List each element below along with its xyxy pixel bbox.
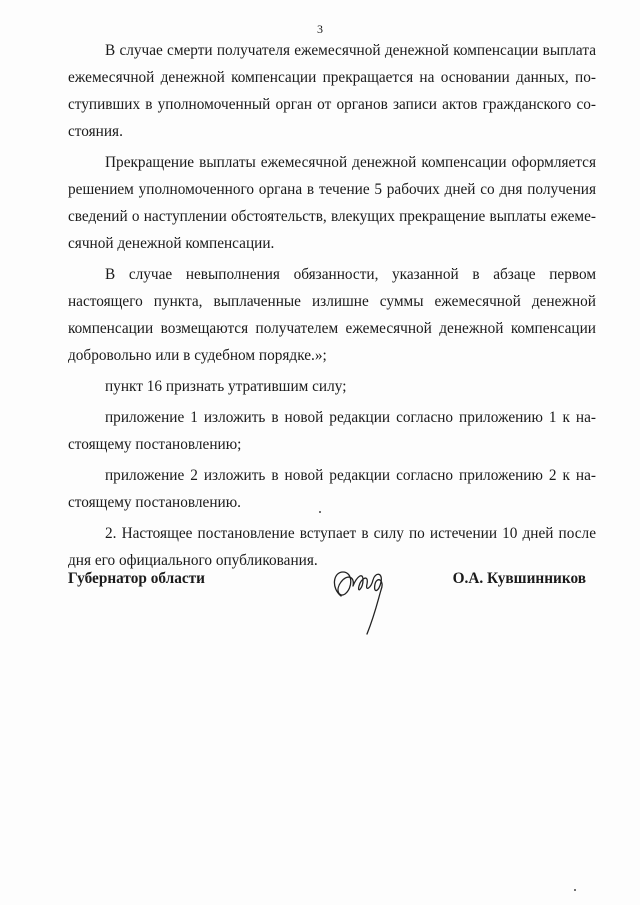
paragraph-item-16: пункт 16 признать утратившим силу; (105, 378, 347, 395)
paragraph-refund-obligation: В случае невыполнения обязанности, указанной в абзаце первом настоящего пункта, выплаченные излишне суммы ежемесячной денежной компенсации возмещаются получателем ежемесячной денежной компенсации добровольно или в судебном порядке.»; (68, 266, 596, 364)
handwritten-signature (323, 558, 393, 638)
paragraph-appendix-2: приложение 2 изложить в новой редакции согласно приложению 2 к настоящему постановлению. (68, 467, 596, 511)
signatory-title: Губернатор области (68, 570, 205, 587)
paragraph-death-termination: В случае смерти получателя ежемесячной денежной компенсации выплата ежемесячной денежной компенсации прекращается на основании данных, поступивших в уполномоченный орган от органов записи актов гражданского состояния. (68, 42, 596, 140)
scan-speck (319, 511, 321, 513)
document-body (68, 37, 596, 574)
paragraph-entry-into-force: 2. Настоящее постановление вступает в силу по истечении 10 дней после дня его официального опубликования. (68, 525, 596, 569)
signature-block (68, 558, 596, 648)
signatory-name: О.А. Кувшинников (452, 570, 586, 587)
paragraph-appendix-1: приложение 1 изложить в новой редакции согласно приложению 1 к настоящему постановлению; (68, 409, 596, 453)
page-number: 3 (317, 22, 323, 36)
paragraph-termination-decision: Прекращение выплаты ежемесячной денежной компенсации оформляется решением уполномоченного органа в течение 5 рабочих дней со дня получения сведений о наступлении обстоятельств, влекущих прекращение выплаты ежемесячной денежной компенсации. (68, 154, 596, 252)
scan-speck (574, 889, 576, 891)
